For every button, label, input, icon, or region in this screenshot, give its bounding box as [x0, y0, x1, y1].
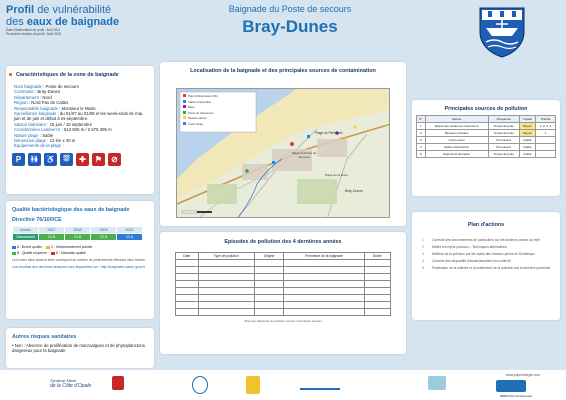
quality-value-cell: 23 B — [65, 234, 91, 241]
plan-item: 3 Maîtrise de la pollution par les rejets des réseaux privés de Dunkerque — [422, 252, 535, 256]
legend-a: A : Bonne qualité — [12, 245, 42, 249]
risks-text: • Non : Absence de prolifération de macroalgues et de phytoplanctons dangereux pour la baignade — [12, 343, 145, 354]
episodes-header-cell: Fermeture de la baignade — [284, 253, 364, 260]
characteristic-row: Coordonnées Lambert II : 612 605 m / 2 676 395 m — [14, 127, 112, 133]
episodes-empty-row — [176, 288, 391, 295]
partner-logo-2 — [246, 376, 260, 394]
characteristic-row: Saison balnéaire : 15 juin / 15 septembre — [14, 121, 93, 127]
partner-logo-1 — [192, 376, 208, 394]
episodes-empty-row — [176, 309, 391, 316]
map-title: Localisation de la baignade et des principales sources de contamination — [190, 68, 376, 74]
map-label-dune: Plage de la Dune — [325, 173, 349, 177]
sources-row: 4 Station d'épuration Permanent Faible — [417, 143, 556, 150]
map-label-perroquet: Plage du Perroquet — [315, 131, 343, 135]
accessibility-icon: ♿ — [45, 154, 56, 164]
city-title: Bray-Dunes — [242, 17, 338, 36]
episodes-empty-row — [176, 267, 391, 274]
partner-logo-3 — [428, 376, 446, 390]
quality-panel — [6, 201, 154, 319]
quality-row-label: Classement — [13, 234, 39, 241]
characteristic-row: Responsable baignade : Monsieur le Maire — [14, 105, 96, 111]
sources-row: 2 Réseaux pluviaux Temps de pluie Moyen 1 — [417, 129, 556, 136]
characteristic-row: Dimension plage : 13 km x 40 m — [14, 138, 76, 144]
episodes-header-cell: Durée — [364, 253, 390, 260]
quality-table — [12, 226, 143, 241]
map-legend — [183, 94, 218, 128]
syndicat-logo-mark — [112, 376, 124, 390]
characteristics-panel — [6, 66, 154, 194]
plan-title: Plan d'actions — [467, 222, 505, 228]
agency-logo — [300, 380, 340, 390]
header-title-line2: des eaux de baignade — [6, 16, 120, 28]
map-legend-item: Rejet — [183, 105, 218, 111]
episodes-header-cell: Type de pollution — [198, 253, 254, 260]
header-title-line1: Profil de vulnérabilité — [6, 4, 112, 16]
header-left — [6, 4, 156, 36]
episodes-header-cell: Origine — [254, 253, 283, 260]
plan-item: 1 Contrôle des branchements de particuliers sur les secteurs amont du rejet — [422, 238, 540, 242]
map-legend-item: Cours d'eau — [183, 122, 218, 128]
quality-header-cell: 2007 — [39, 227, 65, 234]
website-link[interactable]: www.polpreloergie.com — [506, 373, 541, 377]
plan-panel — [412, 212, 560, 320]
quality-header-cell: 2010 — [117, 227, 143, 234]
episodes-title: Episodes de pollution des 4 dernières années — [224, 239, 342, 245]
quality-header-cell: Année — [13, 227, 39, 234]
episodes-note: Absence d'épisode de pollution sur les 4 dernières années — [244, 319, 322, 323]
sources-panel — [412, 100, 560, 196]
episodes-empty-row — [176, 302, 391, 309]
legend-d: D : Mauvaise qualité — [51, 251, 86, 255]
plan-list — [412, 238, 560, 270]
map-legend-item: Poste de relèvement — [183, 111, 218, 117]
city-crest-logo — [478, 6, 526, 58]
company-logo — [496, 380, 526, 392]
legend-b: B : Qualité moyenne — [12, 251, 47, 255]
characteristics-title: Caractéristiques de la zone de baignade — [6, 72, 154, 78]
location-map[interactable] — [176, 88, 390, 218]
legend-c: C : Momentanément polluée — [46, 245, 92, 249]
map-legend-item: Réseau pluvial — [183, 116, 218, 122]
characteristics-list — [6, 78, 154, 149]
episodes-table — [175, 252, 391, 316]
episodes-empty-row — [176, 274, 391, 281]
sources-row: 1 Rejets des postes de relèvement Temps de pluie Moyen 1, 2, 3, 4 — [417, 122, 556, 129]
quality-value-cell: 23 A — [117, 234, 143, 241]
company-logo-text: IMSRA Environnement — [500, 394, 533, 398]
quality-title: Qualité bactériologique des eaux de baignade — [12, 207, 130, 213]
quality-header-cell: 2009 — [91, 227, 117, 234]
quality-header-cell: 2008 — [65, 227, 91, 234]
footer — [0, 370, 566, 400]
lifeguard-icon: ⚑ — [92, 153, 105, 166]
no-dogs-icon: ⊘ — [108, 153, 121, 166]
characteristic-row: Nature plage : Sable — [14, 132, 54, 138]
quality-value-cell: 23 B — [91, 234, 117, 241]
risks-panel — [6, 328, 154, 368]
episodes-empty-row — [176, 260, 391, 267]
characteristic-row: Équipements de la plage : — [14, 143, 64, 149]
characteristic-row: Région : Nord Pas de Calais — [14, 100, 69, 106]
toilet-icon: 🚻 — [29, 154, 40, 164]
characteristic-row: Département : Nord — [14, 94, 52, 100]
sources-header-cell: Priorité — [536, 115, 556, 122]
directive-label: Directive 76/160/CE — [12, 217, 62, 223]
map-label-city: Bray-Dunes — [345, 189, 363, 193]
first-aid-icon: ✚ — [76, 153, 89, 166]
characteristic-row: Surveillance baignade : du 01/07 au 31/08 et les week-ends de mai, juin et de juin et début à mi-septembre. — [14, 111, 144, 122]
beach-subtitle: Baignade du Poste de secours — [228, 4, 352, 14]
characteristic-row: Commune : Bray-Dunes — [14, 89, 61, 95]
episodes-panel — [160, 232, 406, 354]
episodes-header-cell: Date — [176, 253, 199, 260]
header-center — [160, 4, 420, 37]
sources-row: 3 Cours d'eau Permanent Faible — [417, 136, 556, 143]
sources-header-cell: Source — [425, 115, 488, 122]
quality-link[interactable]: Les résultats des dernières analyses sont disponibles sur : http://baignades.sante.gouv.fr — [12, 265, 146, 269]
plan-item: 5 Publication de la collecte et du traitement de la pollution par la dernière pluviosité — [422, 266, 551, 270]
sources-row: 5 Déjections animales Temps de pluie Faible — [417, 150, 556, 157]
risks-title: Autres risques sanitaires — [12, 334, 77, 340]
parking-icon: P — [12, 153, 25, 166]
episodes-empty-row — [176, 281, 391, 288]
syndicat-logo: Syndicat Mixte de la Côte d'Opale — [50, 378, 92, 389]
quality-note: La numéro situé avant la lettre correspond au nombre de prélèvements effectués dans l'année. — [12, 258, 146, 262]
map-legend-item: Point d'observation (Nb) — [183, 94, 218, 100]
episodes-empty-row — [176, 295, 391, 302]
quality-value-cell: 23 B — [39, 234, 65, 241]
sources-table — [416, 115, 556, 158]
sources-header-cell: N° — [417, 115, 426, 122]
elaboration-date: Date d'élaboration du profil : Avril 2011 — [6, 28, 61, 32]
sources-title: Principales sources de pollution — [444, 106, 528, 112]
map-legend-item: Station d'épuration — [183, 100, 218, 106]
map-panel — [160, 62, 406, 226]
characteristic-row: Nom baignade : Poste de secours — [14, 84, 79, 89]
shower-icon: ⛆ — [60, 153, 73, 166]
revision-date: Prochaine révision du profil : Avril 2015 — [6, 32, 62, 36]
plan-item: 4 Contrôle des dispositifs d'assainissement non collectif — [422, 259, 511, 263]
plan-item: 2 Mettre les rejets pluviaux – Techniques alternatives — [422, 245, 507, 249]
sources-header-cell: Impact — [519, 115, 535, 122]
equipment-icons — [6, 153, 154, 166]
map-label-poste: Plage du Poste de Secours — [291, 151, 317, 159]
sources-header-cell: Fréquence — [488, 115, 519, 122]
